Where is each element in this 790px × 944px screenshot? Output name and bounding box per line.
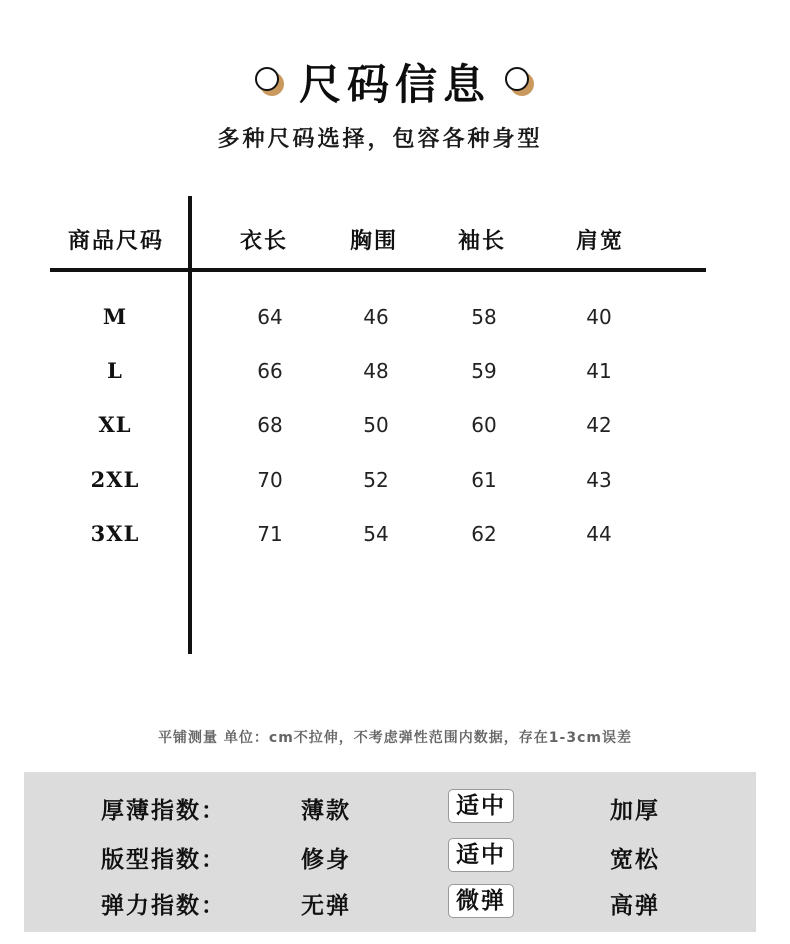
table-cell: 46 (363, 305, 389, 329)
table-header-divider (50, 268, 706, 272)
circle-decoration-icon (505, 67, 535, 97)
table-vertical-divider (188, 196, 192, 654)
table-cell: 66 (257, 359, 283, 383)
table-cell: 42 (586, 413, 612, 437)
table-row-size: 2XL (90, 467, 140, 492)
table-cell: 52 (363, 468, 389, 492)
table-cell: 50 (363, 413, 389, 437)
page-subtitle: 多种尺码选择，包容各种身型 (217, 127, 543, 152)
measurement-note: 平铺测量 单位：cm不拉伸，不考虑弹性范围内数据，存在1-3cm误差 (158, 730, 632, 746)
table-cell: 70 (257, 468, 283, 492)
header-size: 商品尺码 (68, 229, 165, 254)
table-cell: 60 (471, 413, 497, 437)
table-cell: 40 (586, 305, 612, 329)
table-cell: 62 (471, 522, 497, 546)
table-row-size: XL (98, 412, 132, 437)
index-option: 薄款 (301, 798, 351, 824)
index-option: 宽松 (610, 847, 660, 873)
table-cell: 58 (471, 305, 497, 329)
table-cell: 44 (586, 522, 612, 546)
index-label: 厚薄指数： (101, 798, 226, 824)
page-title: 尺码信息 (298, 60, 491, 109)
table-cell: 48 (363, 359, 389, 383)
index-option: 高弹 (610, 893, 660, 919)
table-row-size: L (107, 358, 123, 383)
header-sleeve: 袖长 (458, 229, 507, 254)
index-option-selected: 适中 (448, 838, 514, 872)
table-row-size: 3XL (90, 521, 140, 546)
fabric-index-panel (24, 772, 756, 932)
table-cell: 54 (363, 522, 389, 546)
circle-ring (255, 67, 279, 91)
index-option: 修身 (301, 847, 351, 873)
header-shoulder: 肩宽 (576, 229, 625, 254)
table-cell: 64 (257, 305, 283, 329)
circle-ring (505, 67, 529, 91)
index-option: 无弹 (301, 893, 351, 919)
circle-decoration-icon (255, 67, 285, 97)
table-cell: 71 (257, 522, 283, 546)
table-cell: 61 (471, 468, 497, 492)
index-label: 版型指数： (101, 847, 226, 873)
title-row (0, 52, 790, 112)
index-option-selected: 适中 (448, 789, 514, 823)
index-option: 加厚 (610, 798, 660, 824)
table-cell: 68 (257, 413, 283, 437)
header-length: 衣长 (240, 229, 289, 254)
table-cell: 59 (471, 359, 497, 383)
table-cell: 43 (586, 468, 612, 492)
table-row-size: M (102, 304, 128, 329)
index-option-selected: 微弹 (448, 884, 514, 918)
index-label: 弹力指数： (101, 893, 226, 919)
header-chest: 胸围 (350, 229, 399, 254)
table-cell: 41 (586, 359, 612, 383)
